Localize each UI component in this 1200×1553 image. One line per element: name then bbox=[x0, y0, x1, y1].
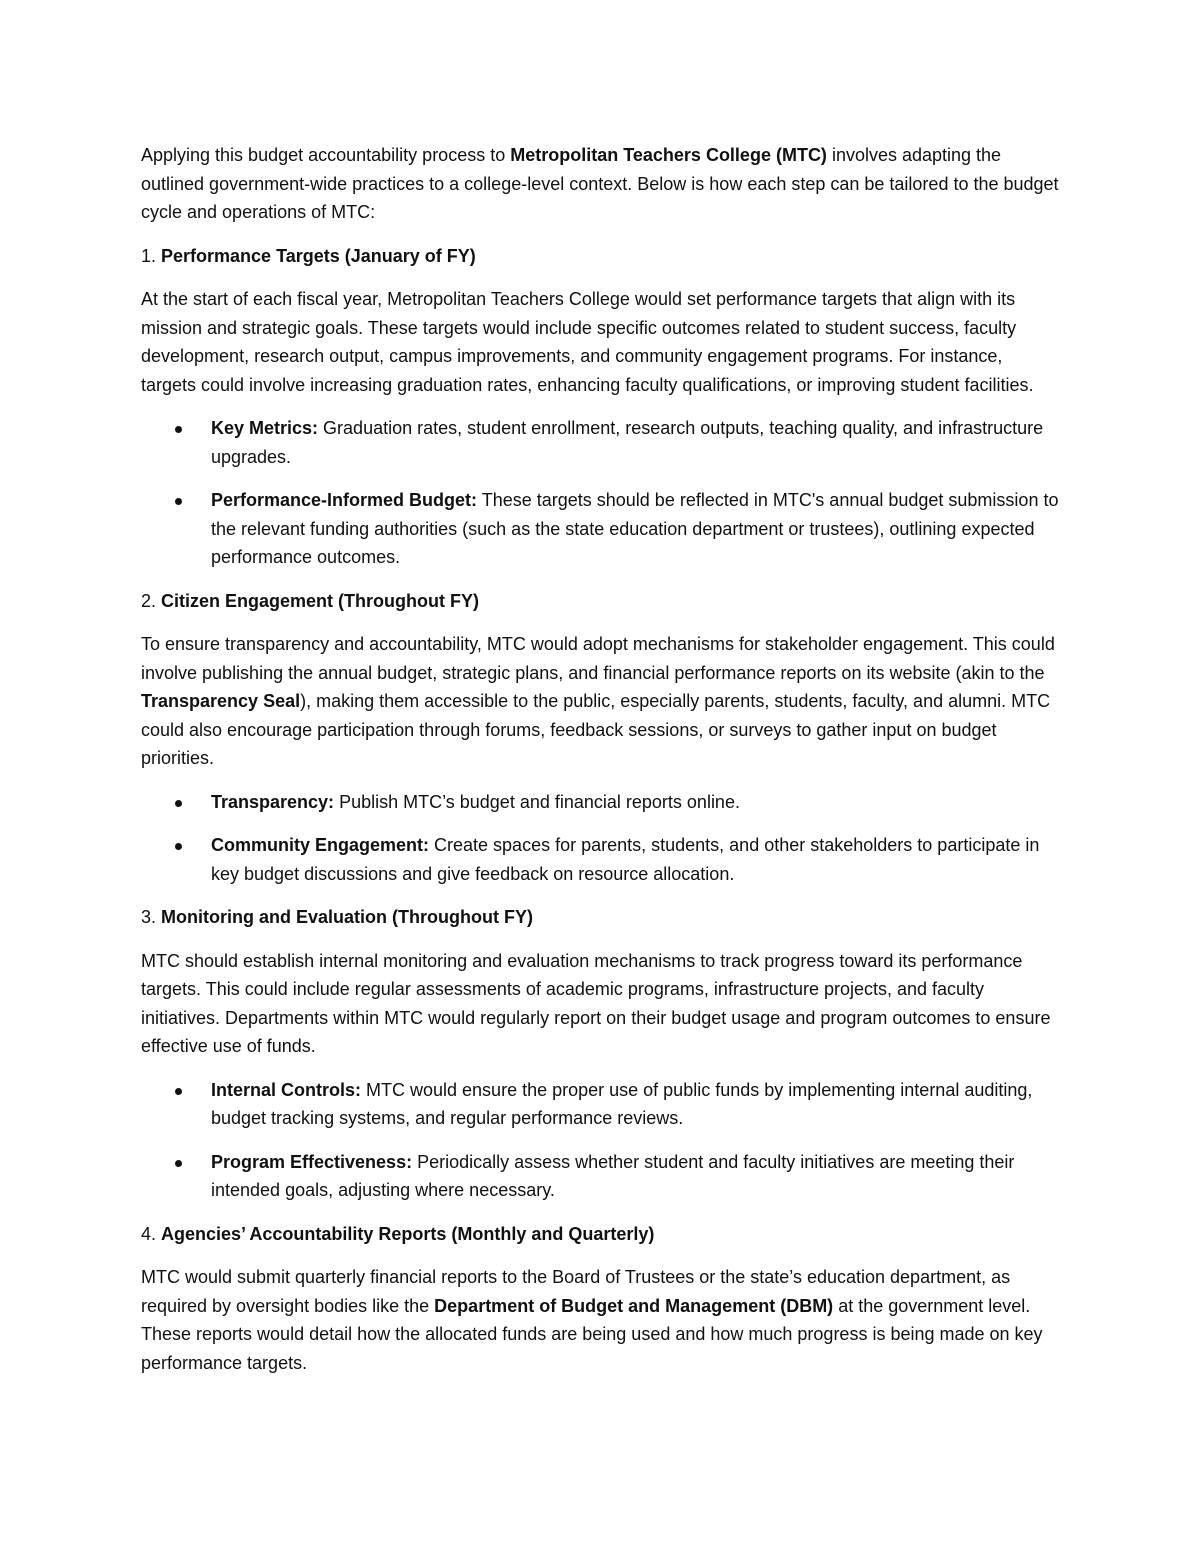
section-2-heading bbox=[141, 587, 1061, 616]
section-3-bullet-list bbox=[141, 1076, 1061, 1205]
body-text: To ensure transparency and accountability, MTC would adopt mechanisms for stakeholder engagement. This could involve publishing the annual budget, strategic plans, and financial performance reports on its website (akin to the bbox=[141, 634, 1055, 683]
bullet-text: Publish MTC’s budget and financial reports online. bbox=[334, 791, 740, 812]
section-2-bullet-list bbox=[141, 788, 1061, 889]
intro-bold-college-name: Metropolitan Teachers College (MTC) bbox=[510, 145, 827, 165]
section-1-body: At the start of each fiscal year, Metropolitan Teachers College would set performance targets that align with its mission and strategic goals. These targets would include specific outcomes related to student success, faculty development, research output, campus improvements, and community engagement programs. For instance, targets could involve increasing graduation rates, enhancing faculty qualifications, or improving student facilities. bbox=[141, 289, 1034, 395]
body-bold-transparency-seal: Transparency Seal bbox=[141, 691, 301, 711]
section-3-heading bbox=[141, 903, 1061, 932]
list-item bbox=[141, 414, 1061, 471]
list-item bbox=[141, 788, 1061, 817]
section-2-body bbox=[141, 630, 1061, 773]
section-4-heading bbox=[141, 1220, 1061, 1249]
list-item bbox=[141, 486, 1061, 572]
bullet-icon bbox=[175, 843, 182, 850]
body-text: MTC would submit quarterly financial reports to the Board of Trustees or the state’s education department, as required by oversight bodies like the bbox=[141, 1267, 1011, 1316]
bullet-label: Key Metrics: bbox=[211, 418, 319, 438]
bullet-text: Periodically assess whether student and faculty initiatives are meeting their intended goals, adjusting where necessary. bbox=[211, 1151, 1015, 1200]
bullet-icon bbox=[175, 426, 182, 433]
bullet-icon bbox=[175, 498, 182, 505]
bullet-label: Transparency: bbox=[211, 791, 335, 812]
intro-paragraph bbox=[141, 141, 1061, 227]
list-item bbox=[141, 1148, 1061, 1205]
list-item bbox=[141, 1076, 1061, 1133]
bullet-icon bbox=[175, 1160, 182, 1167]
bullet-label: Community Engagement: bbox=[211, 835, 430, 855]
section-4-number: 4. bbox=[141, 1223, 162, 1244]
bullet-text: MTC would ensure the proper use of public funds by implementing internal auditing, budget tracking systems, and regular performance reviews. bbox=[211, 1079, 1033, 1128]
section-2-number: 2. bbox=[141, 590, 162, 611]
bullet-text: These targets should be reflected in MTC's annual budget submission to the relevant funding authorities (such as the state education department or trustees), outlining expected performance outcomes. bbox=[211, 490, 1059, 567]
intro-text: Applying this budget accountability process to bbox=[141, 145, 511, 165]
section-3-title: Monitoring and Evaluation (Throughout FY) bbox=[161, 907, 533, 927]
list-item bbox=[141, 831, 1061, 888]
section-3-number: 3. bbox=[141, 907, 162, 927]
section-4-body bbox=[141, 1263, 1061, 1377]
bullet-icon bbox=[175, 800, 182, 807]
section-1-bullet-list bbox=[141, 414, 1061, 572]
section-4-title: Agencies’ Accountability Reports (Monthly and Quarterly) bbox=[161, 1223, 655, 1244]
body-text-continued: at the government level. These reports would detail how the allocated funds are being used and how much progress is being made on key performance targets. bbox=[141, 1295, 1043, 1373]
bullet-label: Program Effectiveness: bbox=[211, 1151, 413, 1172]
section-2-title: Citizen Engagement (Throughout FY) bbox=[161, 590, 479, 611]
document-page bbox=[141, 141, 1061, 1392]
section-1-title: Performance Targets (January of FY) bbox=[161, 245, 476, 266]
body-bold-dbm: Department of Budget and Management (DBM) bbox=[434, 1295, 834, 1316]
bullet-text: Create spaces for parents, students, and other stakeholders to participate in key budget discussions and give feedback on resource allocation. bbox=[211, 835, 1040, 884]
bullet-icon bbox=[175, 1088, 182, 1095]
section-3-body: MTC should establish internal monitoring and evaluation mechanisms to track progress toward its performance targets. This could include regular assessments of academic programs, infrastructure projects, and faculty initiatives. Departments within MTC would regularly report on their budget usage and program outcomes to ensure effective use of funds. bbox=[141, 950, 1051, 1056]
section-1-heading bbox=[141, 242, 1061, 271]
body-text-continued: ), making them accessible to the public, especially parents, students, faculty, and alumni. MTC could also encourage participation through forums, feedback sessions, or surveys to gather input on budget priorities. bbox=[141, 691, 1051, 768]
section-1-number: 1. bbox=[141, 245, 162, 266]
bullet-text: Graduation rates, student enrollment, research outputs, teaching quality, and infrastructure upgrades. bbox=[211, 418, 1044, 467]
intro-text-continued: involves adapting the outlined government-wide practices to a college-level context. Below is how each step can be tailored to the budget cycle and operations of MTC: bbox=[141, 145, 1059, 222]
bullet-label: Performance-Informed Budget: bbox=[211, 490, 478, 510]
bullet-label: Internal Controls: bbox=[211, 1079, 362, 1100]
